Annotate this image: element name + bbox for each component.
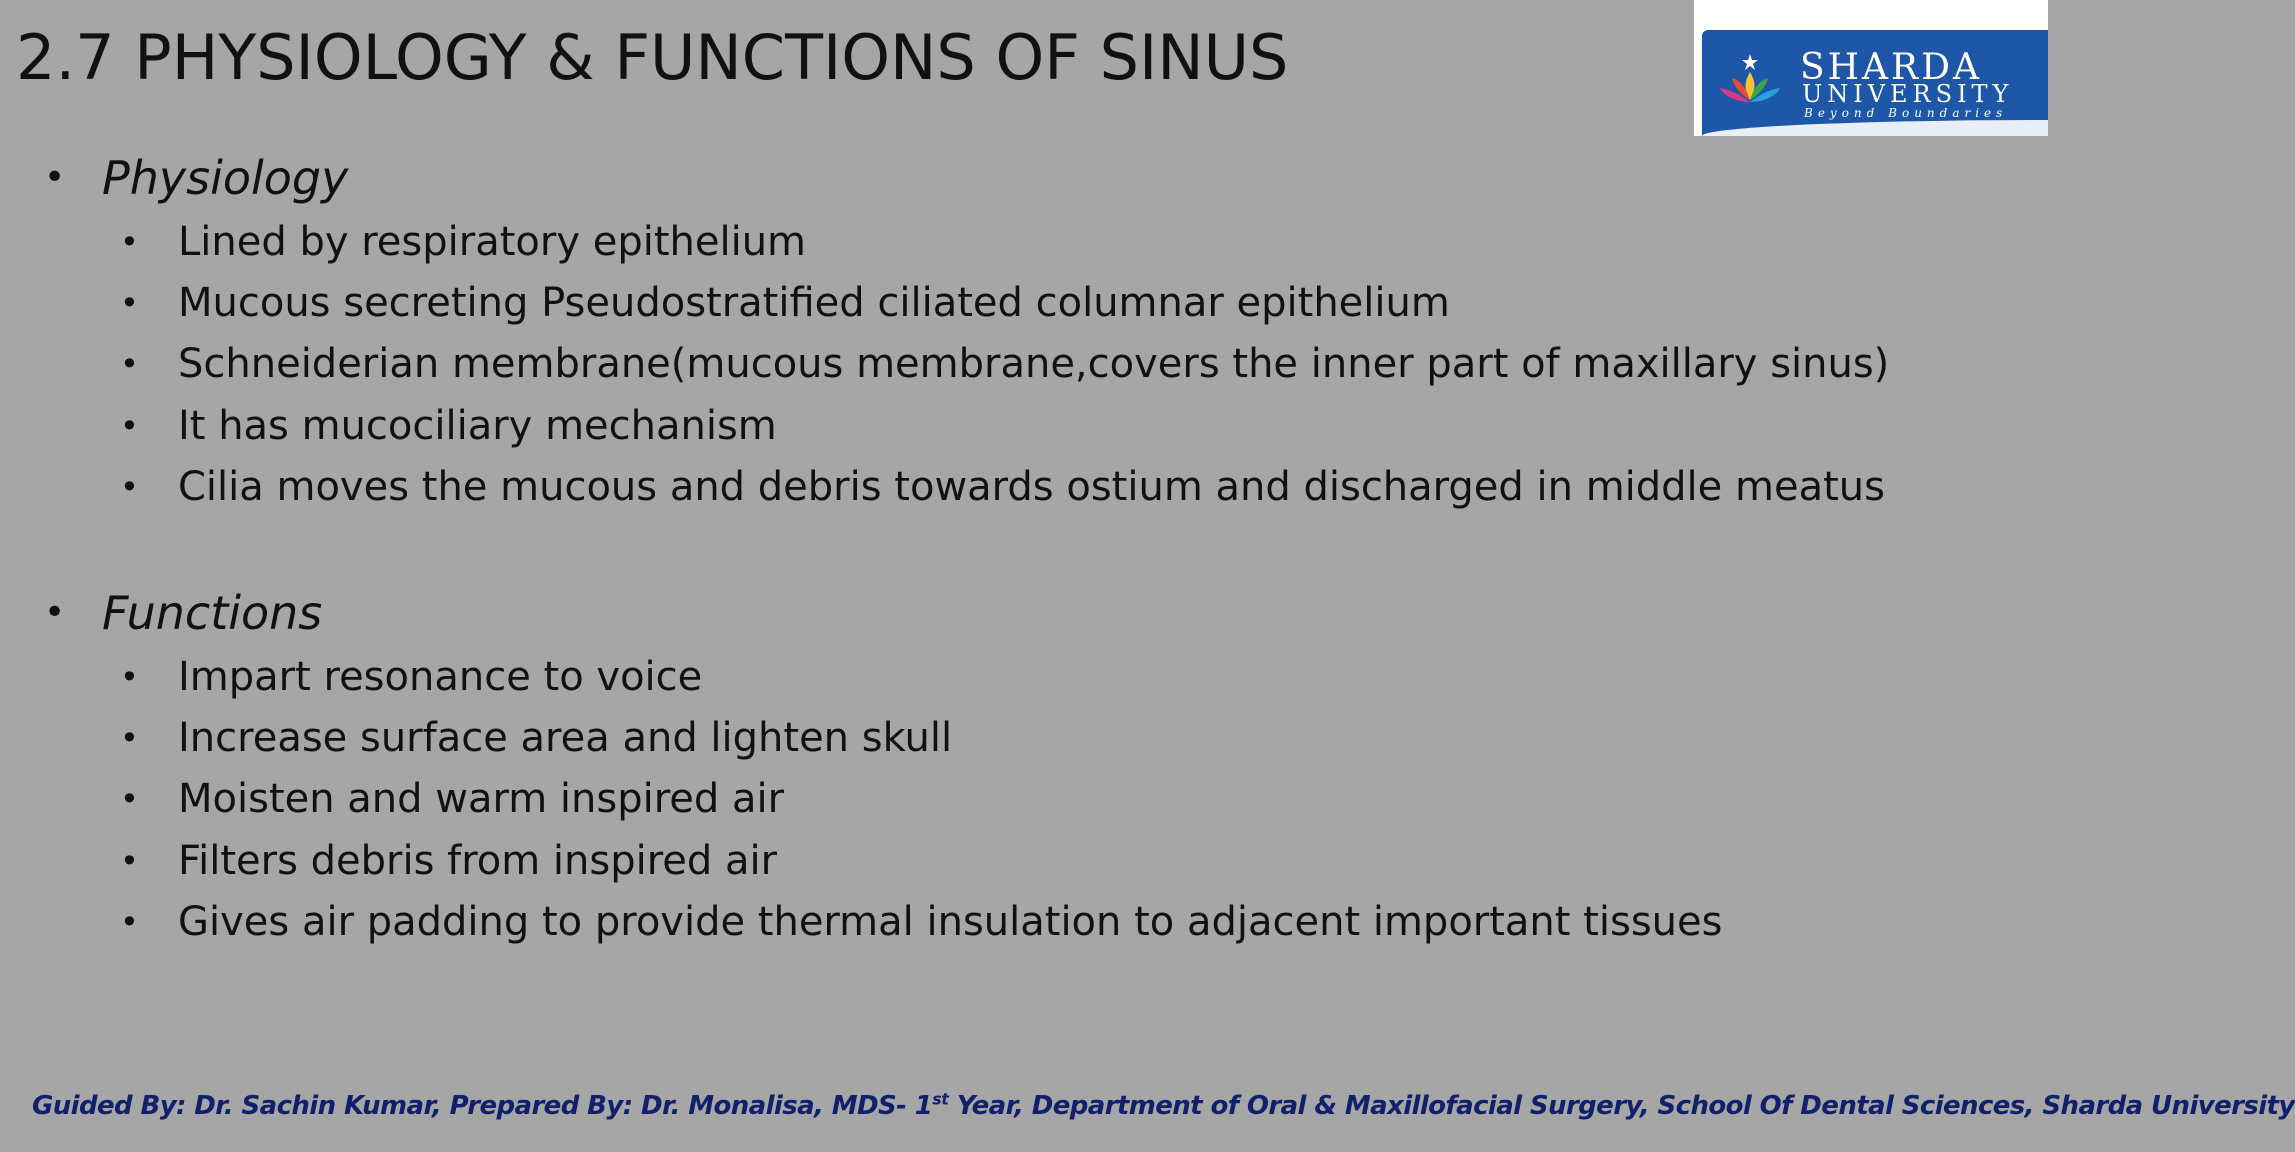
list-item-text: Cilia moves the mucous and debris towards ostium and discharged in middle meatus [178, 464, 1885, 510]
list-item-text: Gives air padding to provide thermal insulation to adjacent important tissues [178, 899, 1723, 945]
bullet-icon: • [120, 658, 139, 696]
university-logo [1694, 0, 2048, 136]
slide-footer [32, 1088, 2295, 1124]
bullet-icon: • [120, 903, 139, 941]
footer-text-end: Year, Department of Oral & Maxillofacial Surgery, School Of Dental Sciences, Sharda University [948, 1091, 2295, 1121]
bullet-icon: • [120, 345, 139, 383]
list-item-text: Filters debris from inspired air [178, 838, 778, 884]
bullet-icon: • [44, 157, 66, 198]
list-item-text: Moisten and warm inspired air [178, 776, 785, 822]
section-heading-text: Physiology [102, 151, 349, 205]
bullet-icon: • [120, 719, 139, 757]
slide-title: 2.7 PHYSIOLOGY & FUNCTIONS OF SINUS [16, 21, 1289, 94]
footer-text-start: Guided By: Dr. Sachin Kumar, Prepared By: Dr. Monalisa, MDS- 1 [32, 1091, 933, 1121]
bullet-icon: • [120, 842, 139, 880]
logo-band [1702, 30, 2048, 136]
bullet-icon: • [120, 284, 139, 322]
list-item-text: It has mucociliary mechanism [178, 403, 777, 449]
list-item-text: Mucous secreting Pseudostratified ciliated columnar epithelium [178, 280, 1450, 326]
bullet-icon: • [120, 223, 139, 261]
bullet-icon: • [120, 468, 139, 506]
logo-tagline: Beyond Boundaries [1804, 106, 2008, 120]
bullet-icon: • [120, 780, 139, 818]
bullet-icon: • [44, 592, 66, 633]
list-item-text: Impart resonance to voice [178, 654, 703, 700]
logo-name: SHARDA [1800, 47, 1983, 88]
bullet-icon: • [120, 407, 139, 445]
footer-superscript: st [932, 1089, 949, 1109]
section-heading-text: Functions [102, 586, 323, 640]
lotus-star-icon [1716, 50, 1784, 106]
list-item-text: Lined by respiratory epithelium [178, 219, 807, 265]
logo-subname: UNIVERSITY [1802, 80, 2014, 108]
list-item-text: Schneiderian membrane(mucous membrane,covers the inner part of maxillary sinus) [178, 341, 1890, 387]
list-item-text: Increase surface area and lighten skull [178, 715, 953, 761]
